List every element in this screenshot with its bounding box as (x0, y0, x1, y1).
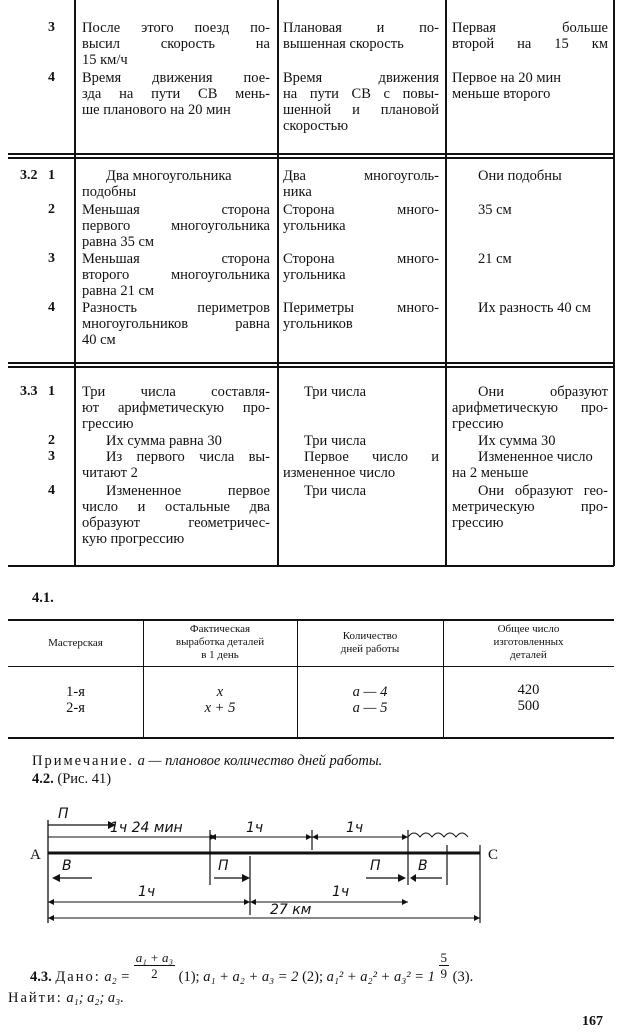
section-number: 3.3 (20, 384, 38, 399)
text-cell: 21 см (478, 251, 512, 267)
text-cell: Их разность 40 см (478, 300, 591, 316)
equation-3: a₁² + a₂² + a₃² = 1 (326, 968, 435, 985)
section-4-2-heading (32, 771, 111, 788)
point-a-label: A (30, 847, 41, 863)
days-column: a — 4 a — 5 (352, 684, 388, 716)
fraction-3-denominator: 9 (440, 966, 448, 981)
row-number: 3 (48, 449, 55, 464)
row-number: 3 (48, 20, 55, 35)
row-number: 3 (48, 251, 55, 266)
text-cell: Они подобны (478, 168, 562, 184)
text-cell: Два многоугольника подобны (82, 168, 232, 200)
text-cell: Три числа составля- ют арифметическую про- грессию (82, 384, 270, 432)
row-number: 2 (48, 433, 55, 448)
header-total: Общее число изготовленных деталей (493, 623, 564, 661)
note (32, 753, 382, 770)
passenger-label: П (58, 806, 69, 822)
text-cell: Они образуют гео- метрическую про- грессию (452, 483, 608, 531)
text-cell: Сторона много- угольника (283, 251, 439, 283)
find-label: Найти: (8, 990, 63, 1006)
fraction-3-numerator: 5 (440, 950, 448, 965)
duration-label: 1ч 24 мин (110, 820, 183, 836)
duration-label: 1ч (138, 884, 156, 900)
equation-1-tag: (1); (178, 968, 200, 985)
text-cell: Время движения пое- зда на пути СВ мень- ше планового на 20 мин (82, 70, 270, 118)
diagram-labels (0, 790, 620, 940)
row-number: 4 (48, 300, 55, 315)
text-cell: После этого поезд по- высил скорость на 15 км/ч (82, 20, 270, 68)
section-4-3-find (8, 990, 124, 1007)
row-number: 4 (48, 70, 55, 85)
text-cell: Первое на 20 мин меньше второго (452, 70, 562, 102)
text-cell: Плановая и по- вышенная скорость (283, 20, 439, 52)
page-number: 167 (582, 1014, 603, 1029)
row-number: 2 (48, 202, 55, 217)
text-cell: Три числа (304, 384, 367, 400)
find-text: a₁; a₂; a₃. (66, 990, 124, 1006)
total-column: 420 500 (517, 682, 540, 714)
text-cell: Их сумма 30 (478, 433, 556, 449)
equation-2-tag: (2); (302, 968, 323, 985)
text-cell: Первая больше второй на 15 км (452, 20, 608, 52)
freight-label: B (62, 858, 72, 874)
section-label-4-2: 4.2. (32, 771, 54, 787)
row-number: 1 (48, 384, 55, 399)
text-cell: Три числа (304, 483, 367, 499)
text-cell: Их сумма равна 30 (106, 433, 222, 449)
text-cell: Первое число и измененное число (283, 449, 439, 481)
fraction-1-numerator: a₁ + a₃ (135, 950, 174, 965)
row-number: 1 (48, 168, 55, 183)
text-cell: Время движения на пути СВ с повы- шенной и плановой скоростью (283, 70, 439, 134)
duration-label: 1ч (332, 884, 350, 900)
text-cell: Из первого числа вы- читают 2 (82, 449, 270, 481)
note-text: a — плановое количество дней работы. (137, 753, 383, 769)
given-label: Дано: (55, 968, 101, 985)
point-c-label: C (488, 847, 499, 863)
passenger-label: П (218, 858, 229, 874)
header-days: Количество дней работы (340, 630, 400, 655)
section-label-4-1: 4.1. (32, 590, 54, 606)
section-4-3-given (30, 950, 474, 990)
text-cell: Сторона много- угольника (283, 202, 439, 234)
equation-1-lhs: a₂ = (104, 968, 131, 985)
text-cell: 35 см (478, 202, 512, 218)
equation-3-tag: (3). (452, 968, 474, 985)
text-cell: Два многоуголь- ника (283, 168, 439, 200)
workshop-column: 1-я 2-я (66, 684, 85, 716)
text-cell: Измененное первое число и остальные два образуют геометричес- кую прогрессию (82, 483, 270, 547)
text-cell: Они образуют арифметическую про- грессию (452, 384, 608, 432)
text-cell: Меньшая сторона первого многоугольника равна 35 см (82, 202, 270, 250)
text-cell: Три числа (304, 433, 367, 449)
duration-label: 1ч (346, 820, 364, 836)
fraction-3 (439, 950, 450, 981)
fraction-1-denominator: 2 (151, 966, 158, 981)
fraction-1 (134, 950, 175, 981)
distance-label: 27 км (270, 902, 312, 918)
header-workshop: Мастерская (48, 637, 103, 649)
text-cell: Измененное число на 2 меньше (452, 449, 593, 481)
header-rate: Фактическая выработка деталей в 1 день (175, 623, 265, 661)
note-label: Примечание. (32, 753, 135, 769)
duration-label: 1ч (246, 820, 264, 836)
text-cell: Разность периметров многоугольников равна 40 см (82, 300, 270, 348)
freight-label: B (418, 858, 428, 874)
figure-caption: (Рис. 41) (57, 771, 112, 787)
section-label-4-3: 4.3. (30, 968, 52, 985)
text-cell: Периметры много- угольников (283, 300, 439, 332)
passenger-label: П (370, 858, 381, 874)
section-number: 3.2 (20, 168, 38, 183)
row-number: 4 (48, 483, 55, 498)
equation-2: a₁ + a₂ + a₃ = 2 (203, 968, 299, 985)
text-cell: Меньшая сторона второго многоугольника равна 21 см (82, 251, 270, 299)
rate-column: x x + 5 (204, 684, 236, 716)
